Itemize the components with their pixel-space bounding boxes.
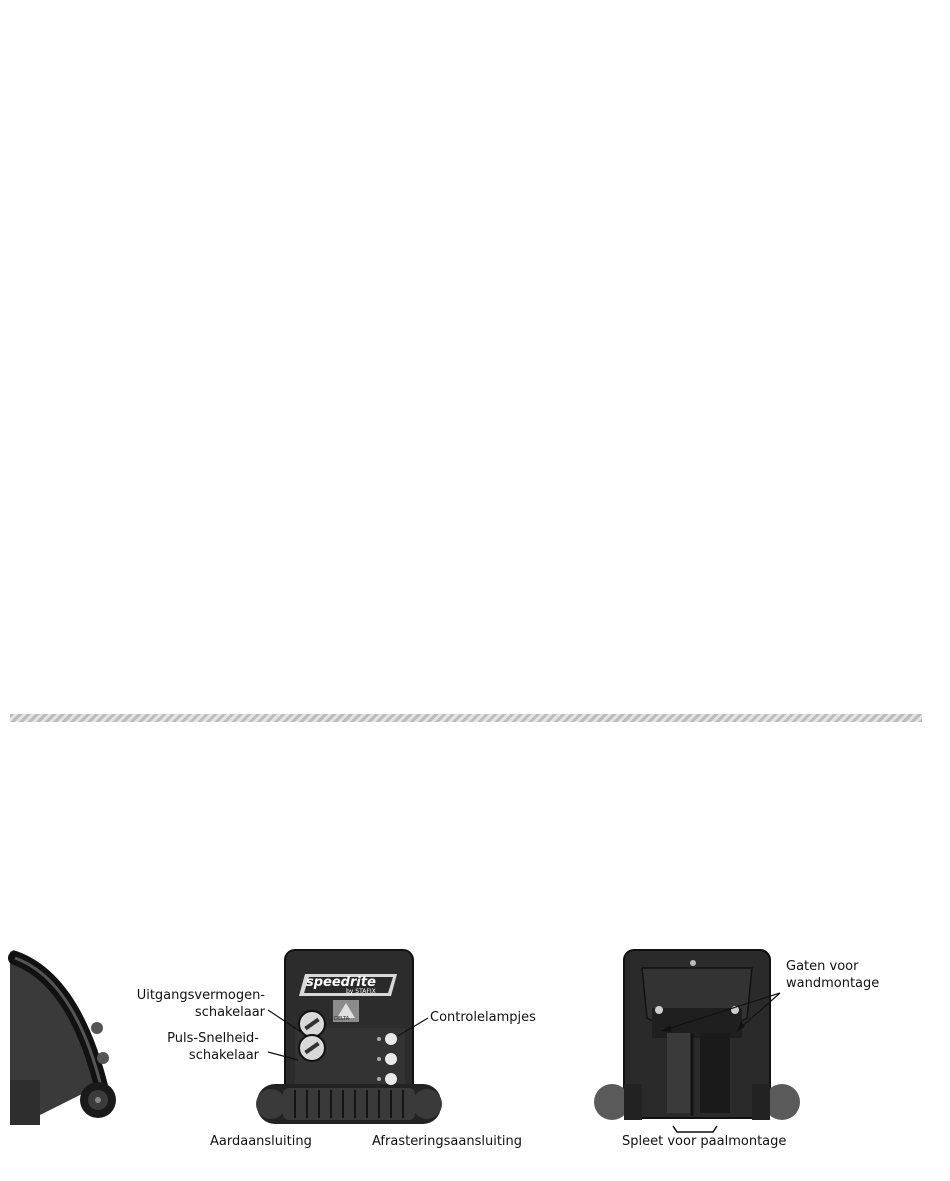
post-mount-slot-label: Spleet voor paalmontage <box>622 1134 787 1149</box>
fence-terminal-label: Afrasteringsaansluiting <box>372 1134 523 1149</box>
earth-terminal-label: Aardaansluiting <box>210 1134 312 1149</box>
wall-mount-holes-label: Gaten voor wandmontage <box>786 959 880 991</box>
pulse-speed-switch-label: Puls-Snelheid- schakelaar <box>167 1031 259 1063</box>
brand-tagline: by STAFIX <box>346 988 376 995</box>
delta-badge: DELTA <box>334 1016 350 1022</box>
brand-logo: speedrite <box>306 975 376 990</box>
output-power-switch-label: Uitgangsvermogen- schakelaar <box>136 988 265 1020</box>
indicator-lights-label: Controlelampjes <box>430 1010 536 1025</box>
